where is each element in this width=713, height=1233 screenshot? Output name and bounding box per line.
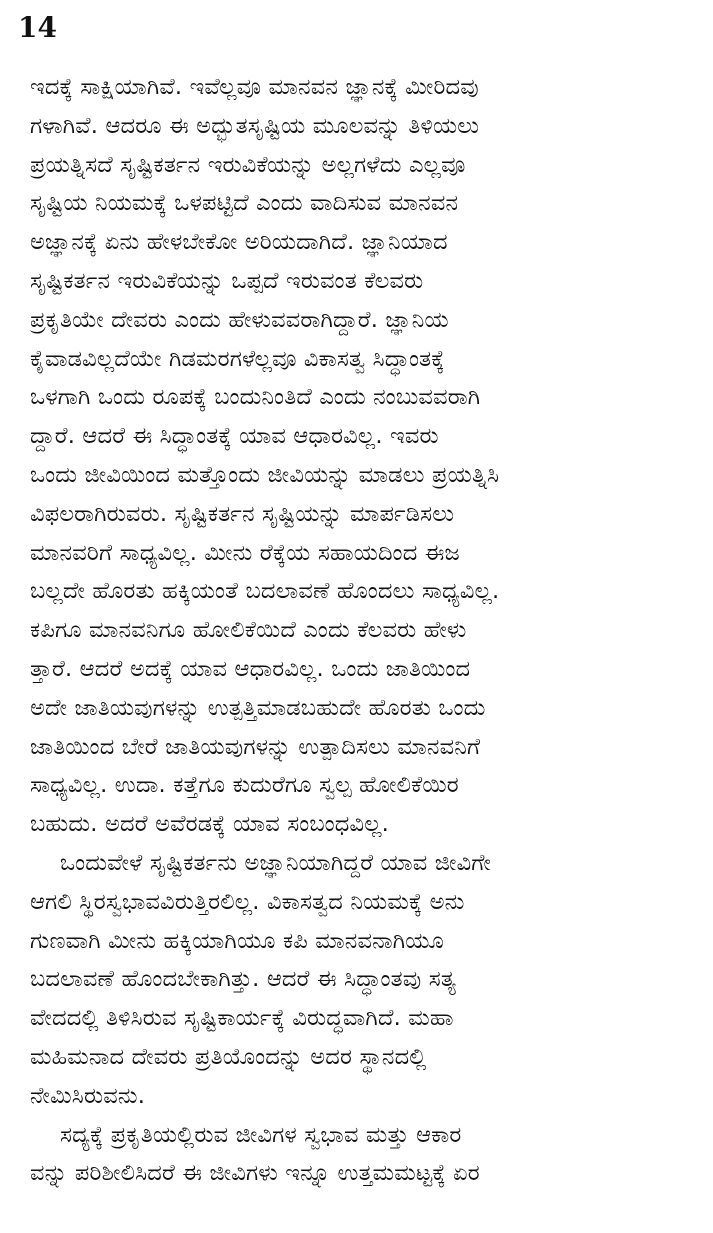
text-line: ಜಾತಿಯಿಂದ ಬೇರೆ ಜಾತಿಯವುಗಳನ್ನು ಉತ್ಪಾದಿಸಲು ಮಾನವನಿಗೆ (30, 733, 481, 760)
text-line: ನೇಮಿಸಿರುವನು. (30, 1082, 146, 1109)
text-line: ಪ್ರಯತ್ನಿಸದೆ ಸೃಷ್ಟಿಕರ್ತನ ಇರುವಿಕೆಯನ್ನು ಅಲ್ಲಗಳೆದು ಎಲ್ಲವೂ (30, 151, 466, 178)
text-line: ಬಹುದು. ಅದರೆ ಅವೆರಡಕ್ಕೆ ಯಾವ ಸಂಬಂಧವಿಲ್ಲ. (30, 811, 390, 838)
text-line: ಅದೇ ಜಾತಿಯವುಗಳನ್ನು ಉತ್ಪತ್ತಿಮಾಡಬಹುದೇ ಹೊರತು ಒಂದು (30, 694, 486, 721)
text-line: ಸೃಷ್ಟಿಯ ನಿಯಮಕ್ಕೆ ಒಳಪಟ್ಟಿದೆ ಎಂದು ವಾದಿಸುವ ಮಾನವನ (30, 190, 459, 217)
text-line: ಅಜ್ಞಾನಕ್ಕೆ ಏನು ಹೇಳಬೇಕೋ ಅರಿಯದಾಗಿದೆ. ಜ್ಞಾನಿಯಾದ (30, 229, 448, 256)
text-line: ಮಾನವರಿಗೆ ಸಾಧ್ಯವಿಲ್ಲ. ಮೀನು ರೆಕ್ಕೆಯ ಸಹಾಯದಿಂದ ಈಜ (30, 539, 460, 566)
text-line: ಇದಕ್ಕೆ ಸಾಕ್ಷಿಯಾಗಿವೆ. ಇವೆಲ್ಲವೂ ಮಾನವನ ಜ್ಞಾನಕ್ಕೆ ಮೀರಿದವು (30, 74, 479, 100)
text-line: ಒಂದುವೇಳೆ ಸೃಷ್ಟಿಕರ್ತನು ಅಜ್ಞಾನಿಯಾಗಿದ್ದರೆ ಯಾವ ಜೀವಿಗೇ (60, 850, 492, 876)
text-line: ಸದ್ಯಕ್ಕೆ ಪ್ರಕೃತಿಯಲ್ಲಿರುವ ಜೀವಿಗಳ ಸ್ವಭಾವ ಮತ್ತು ಆಕಾರ (60, 1121, 462, 1148)
text-line: ಪ್ರಕೃತಿಯೇ ದೇವರು ಎಂದು ಹೇಳುವವರಾಗಿದ್ದಾರೆ. ಜ್ಞಾನಿಯ (30, 306, 449, 333)
text-line: ಒಂದು ಜೀವಿಯಿಂದ ಮತ್ತೊಂದು ಜೀವಿಯನ್ನು ಮಾಡಲು ಪ್ರಯತ್ನಿಸಿ (30, 462, 500, 488)
text-line: ಬಲ್ಲದೇ ಹೊರತು ಹಕ್ಕಿಯಂತೆ ಬದಲಾವಣೆ ಹೊಂದಲು ಸಾಧ್ಯವಿಲ್ಲ. (30, 578, 500, 605)
text-line: ದ್ದಾರೆ. ಆದರೆ ಈ ಸಿದ್ಧಾಂತಕ್ಕೆ ಯಾವ ಆಧಾರವಿಲ್ಲ. ಇವರು (30, 423, 439, 450)
text-line: ಗುಣವಾಗಿ ಮೀನು ಹಕ್ಕಿಯಾಗಿಯೂ ಕಪಿ ಮಾನವನಾಗಿಯೂ (30, 927, 444, 954)
text-line: ವಿಫಲರಾಗಿರುವರು. ಸೃಷ್ಟಿಕರ್ತನ ಸೃಷ್ಟಿಯನ್ನು ಮಾರ್ಪಡಿಸಲು (30, 500, 455, 527)
text-line: ಒಳಗಾಗಿ ಒಂದು ರೂಪಕ್ಕೆ ಬಂದುನಿಂತಿದೆ ಎಂದು ನಂಬುವವರಾಗಿ (30, 384, 481, 411)
text-line: ಕಪಿಗೂ ಮಾನವನಿಗೂ ಹೋಲಿಕೆಯಿದೆ ಎಂದು ಕೆಲವರು ಹೇಳು (30, 617, 467, 644)
text-line: ಗಳಾಗಿವೆ. ಆದರೂ ಈ ಅದ್ಭುತಸೃಷ್ಟಿಯ ಮೂಲವನ್ನು ತಿಳಿಯಲು (30, 112, 480, 139)
text-line: ವನ್ನು ಪರಿಶೀಲಿಸಿದರೆ ಈ ಜೀವಿಗಳು ಇನ್ನೂ ಉತ್ತಮಮಟ್ಟಕ್ಕೆ ಏರ (30, 1160, 480, 1187)
page-number: 14 (18, 11, 57, 44)
text-line: ವೇದದಲ್ಲಿ ತಿಳಿಸಿರುವ ಸೃಷ್ಟಿಕಾರ್ಯಕ್ಕೆ ವಿರುದ್ಧವಾಗಿದೆ. ಮಹಾ (30, 1005, 454, 1032)
text-line: ತ್ತಾರೆ. ಆದರೆ ಅದಕ್ಕೆ ಯಾವ ಆಧಾರವಿಲ್ಲ. ಒಂದು ಜಾತಿಯಿಂದ (30, 656, 471, 682)
text-line: ಆಗಲಿ ಸ್ಥಿರಸ್ವಭಾವವಿರುತ್ತಿರಲಿಲ್ಲ. ವಿಕಾಸತ್ವದ ನಿಯಮಕ್ಕೆ ಅನು (30, 888, 465, 915)
text-line: ಕೈವಾಡವಿಲ್ಲದೆಯೇ ಗಿಡಮರಗಳೆಲ್ಲವೂ ವಿಕಾಸತ್ವ ಸಿದ್ಧಾಂತಕ್ಕೆ (30, 345, 445, 372)
text-line: ಬದಲಾವಣೆ ಹೊಂದಬೇಕಾಗಿತ್ತು. ಆದರೆ ಈ ಸಿದ್ಧಾಂತವು ಸತ್ಯ (30, 966, 457, 993)
text-line: ಮಹಿಮನಾದ ದೇವರು ಪ್ರತಿಯೊಂದನ್ನು ಅದರ ಸ್ಥಾನದಲ್ಲಿ (30, 1044, 427, 1070)
text-line: ಸಾಧ್ಯವಿಲ್ಲ. ಉದಾ. ಕತ್ತೆಗೂ ಕುದುರೆಗೂ ಸ್ವಲ್ಪ ಹೋಲಿಕೆಯಿರ (30, 772, 459, 799)
text-line: ಸೃಷ್ಟಿಕರ್ತನ ಇರುವಿಕೆಯನ್ನು ಒಪ್ಪದೆ ಇರುವಂತ ಕೆಲವರು (30, 268, 424, 294)
